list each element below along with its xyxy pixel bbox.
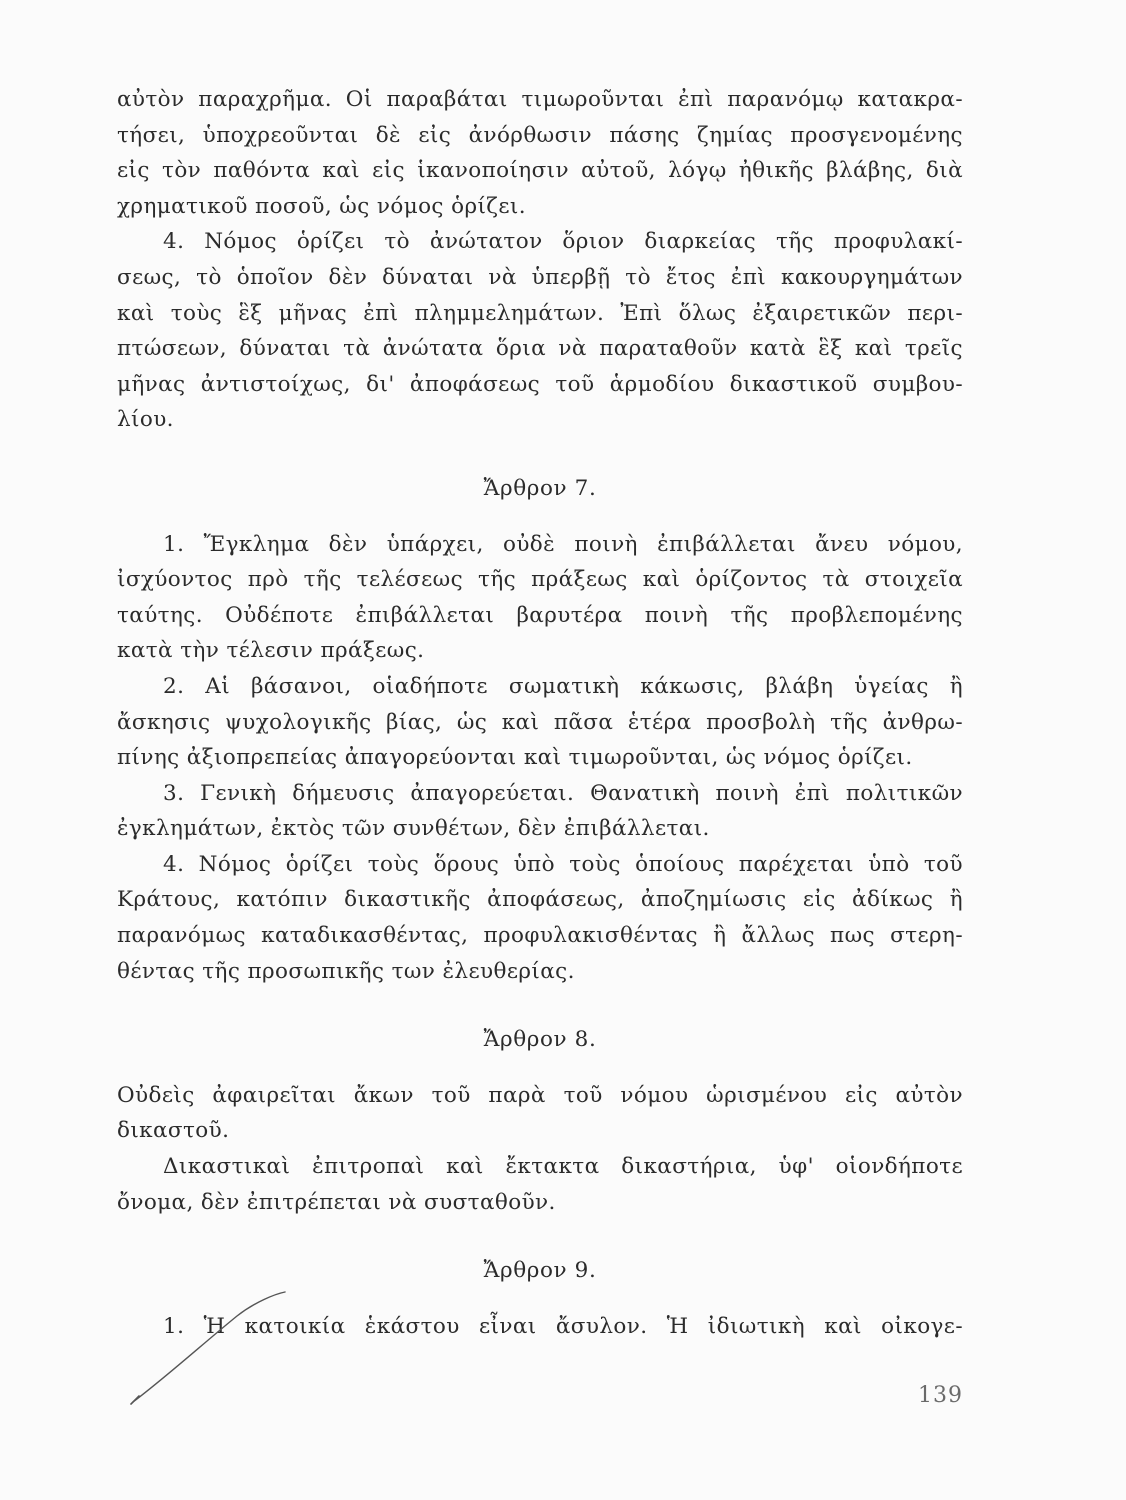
text-line: πτώσεων, δύναται τὰ ἀνώτατα ὅρια νὰ παραταθοῦν κατὰ ἓξ καὶ τρεῖς [117, 336, 963, 362]
text-line: 1. Ἡ κατοικία ἑκάστου εἶναι ἄσυλον. Ἡ ἰδιωτικὴ καὶ οἰκογε- [163, 1313, 963, 1339]
text-line: εἰς τὸν παθόντα καὶ εἰς ἱκανοποίησιν αὐτοῦ, λόγῳ ἠθικῆς βλάβης, διὰ [117, 158, 963, 184]
text-line: κατὰ τὴν τέλεσιν πράξεως. [117, 638, 425, 664]
text-line: λίου. [117, 407, 174, 433]
text-line: Οὐδεὶς ἀφαιρεῖται ἄκων τοῦ παρὰ τοῦ νόμου ὡρισμένου εἰς αὐτὸν [117, 1082, 963, 1108]
text-line: ὄνομα, δὲν ἐπιτρέπεται νὰ συσταθοῦν. [117, 1189, 556, 1215]
paragraph [117, 224, 963, 438]
text-line: πίνης ἀξιοπρεπείας ἀπαγορεύονται καὶ τιμωροῦνται, ὡς νόμος ὁρίζει. [117, 745, 913, 771]
text-line: τήσει, ὑποχρεοῦνται δὲ εἰς ἀνόρθωσιν πάσης ζημίας προσγενομένης [117, 122, 963, 148]
text-line: θέντας τῆς προσωπικῆς των ἐλευθερίας. [117, 958, 575, 984]
text-line: 2. Αἱ βάσανοι, οἱαδήποτε σωματικὴ κάκωσις, βλάβη ὑγείας ἢ [163, 673, 963, 699]
paragraph [117, 527, 963, 669]
text-line: ἰσχύοντος πρὸ τῆς τελέσεως τῆς πράξεως καὶ ὁρίζοντος τὰ στοιχεῖα [117, 567, 963, 593]
text-line: παρανόμως καταδικασθέντας, προφυλακισθέντας ἢ ἄλλως πως στερη- [117, 923, 963, 949]
text-line: σεως, τὸ ὁποῖον δὲν δύναται νὰ ὑπερβῇ τὸ ἔτος ἐπὶ κακουργημάτων [117, 264, 963, 290]
paragraph [117, 776, 963, 847]
text-line: Κράτους, κατόπιν δικαστικῆς ἀποφάσεως, ἀποζημίωσις εἰς ἀδίκως ἢ [117, 887, 963, 913]
text-line: ταύτης. Οὐδέποτε ἐπιβάλλεται βαρυτέρα ποινὴ τῆς προβλεπομένης [117, 602, 963, 628]
paragraph [117, 82, 963, 224]
text-line: 1. Ἔγκλημα δὲν ὑπάρχει, οὐδὲ ποινὴ ἐπιβάλλεται ἄνευ νόμου, [163, 531, 963, 557]
text-line: καὶ τοὺς ἓξ μῆνας ἐπὶ πλημμελημάτων. Ἐπὶ ὅλως ἐξαιρετικῶν περι- [117, 300, 963, 326]
text-line: 4. Νόμος ὁρίζει τοὺς ὅρους ὑπὸ τοὺς ὁποίους παρέχεται ὑπὸ τοῦ [163, 851, 963, 877]
article-heading: Ἄρθρον 9. [483, 1258, 597, 1284]
paragraph [117, 847, 963, 989]
text-line: μῆνας ἀντιστοίχως, δι' ἀποφάσεως τοῦ ἁρμοδίου δικαστικοῦ συμβου- [117, 371, 963, 397]
page-body [117, 82, 963, 1344]
article-heading: Ἄρθρον 7. [483, 475, 597, 501]
article-heading: Ἄρθρον 8. [483, 1027, 597, 1053]
paragraph [117, 1149, 963, 1220]
text-line: 4. Νόμος ὁρίζει τὸ ἀνώτατον ὅριον διαρκείας τῆς προφυλακί- [163, 229, 963, 255]
paragraph [117, 669, 963, 776]
paragraph [117, 1078, 963, 1149]
page-number: 139 [918, 1383, 963, 1408]
text-line: ἐγκλημάτων, ἐκτὸς τῶν συνθέτων, δὲν ἐπιβάλλεται. [117, 816, 710, 842]
text-line: 3. Γενικὴ δήμευσις ἀπαγορεύεται. Θανατικὴ ποινὴ ἐπὶ πολιτικῶν [163, 780, 963, 806]
text-line: αὐτὸν παραχρῆμα. Οἱ παραβάται τιμωροῦνται ἐπὶ παρανόμῳ κατακρα- [117, 87, 963, 112]
text-line: δικαστοῦ. [117, 1118, 230, 1144]
text-line: χρηματικοῦ ποσοῦ, ὡς νόμος ὁρίζει. [117, 193, 526, 219]
text-line: Δικαστικαὶ ἐπιτροπαὶ καὶ ἔκτακτα δικαστήρια, ὑφ' οἱονδήποτε [163, 1154, 963, 1180]
pencil-annotation-icon [125, 1290, 295, 1410]
text-line: ἄσκησις ψυχολογικῆς βίας, ὡς καὶ πᾶσα ἑτέρα προσβολὴ τῆς ἀνθρω- [117, 709, 963, 735]
